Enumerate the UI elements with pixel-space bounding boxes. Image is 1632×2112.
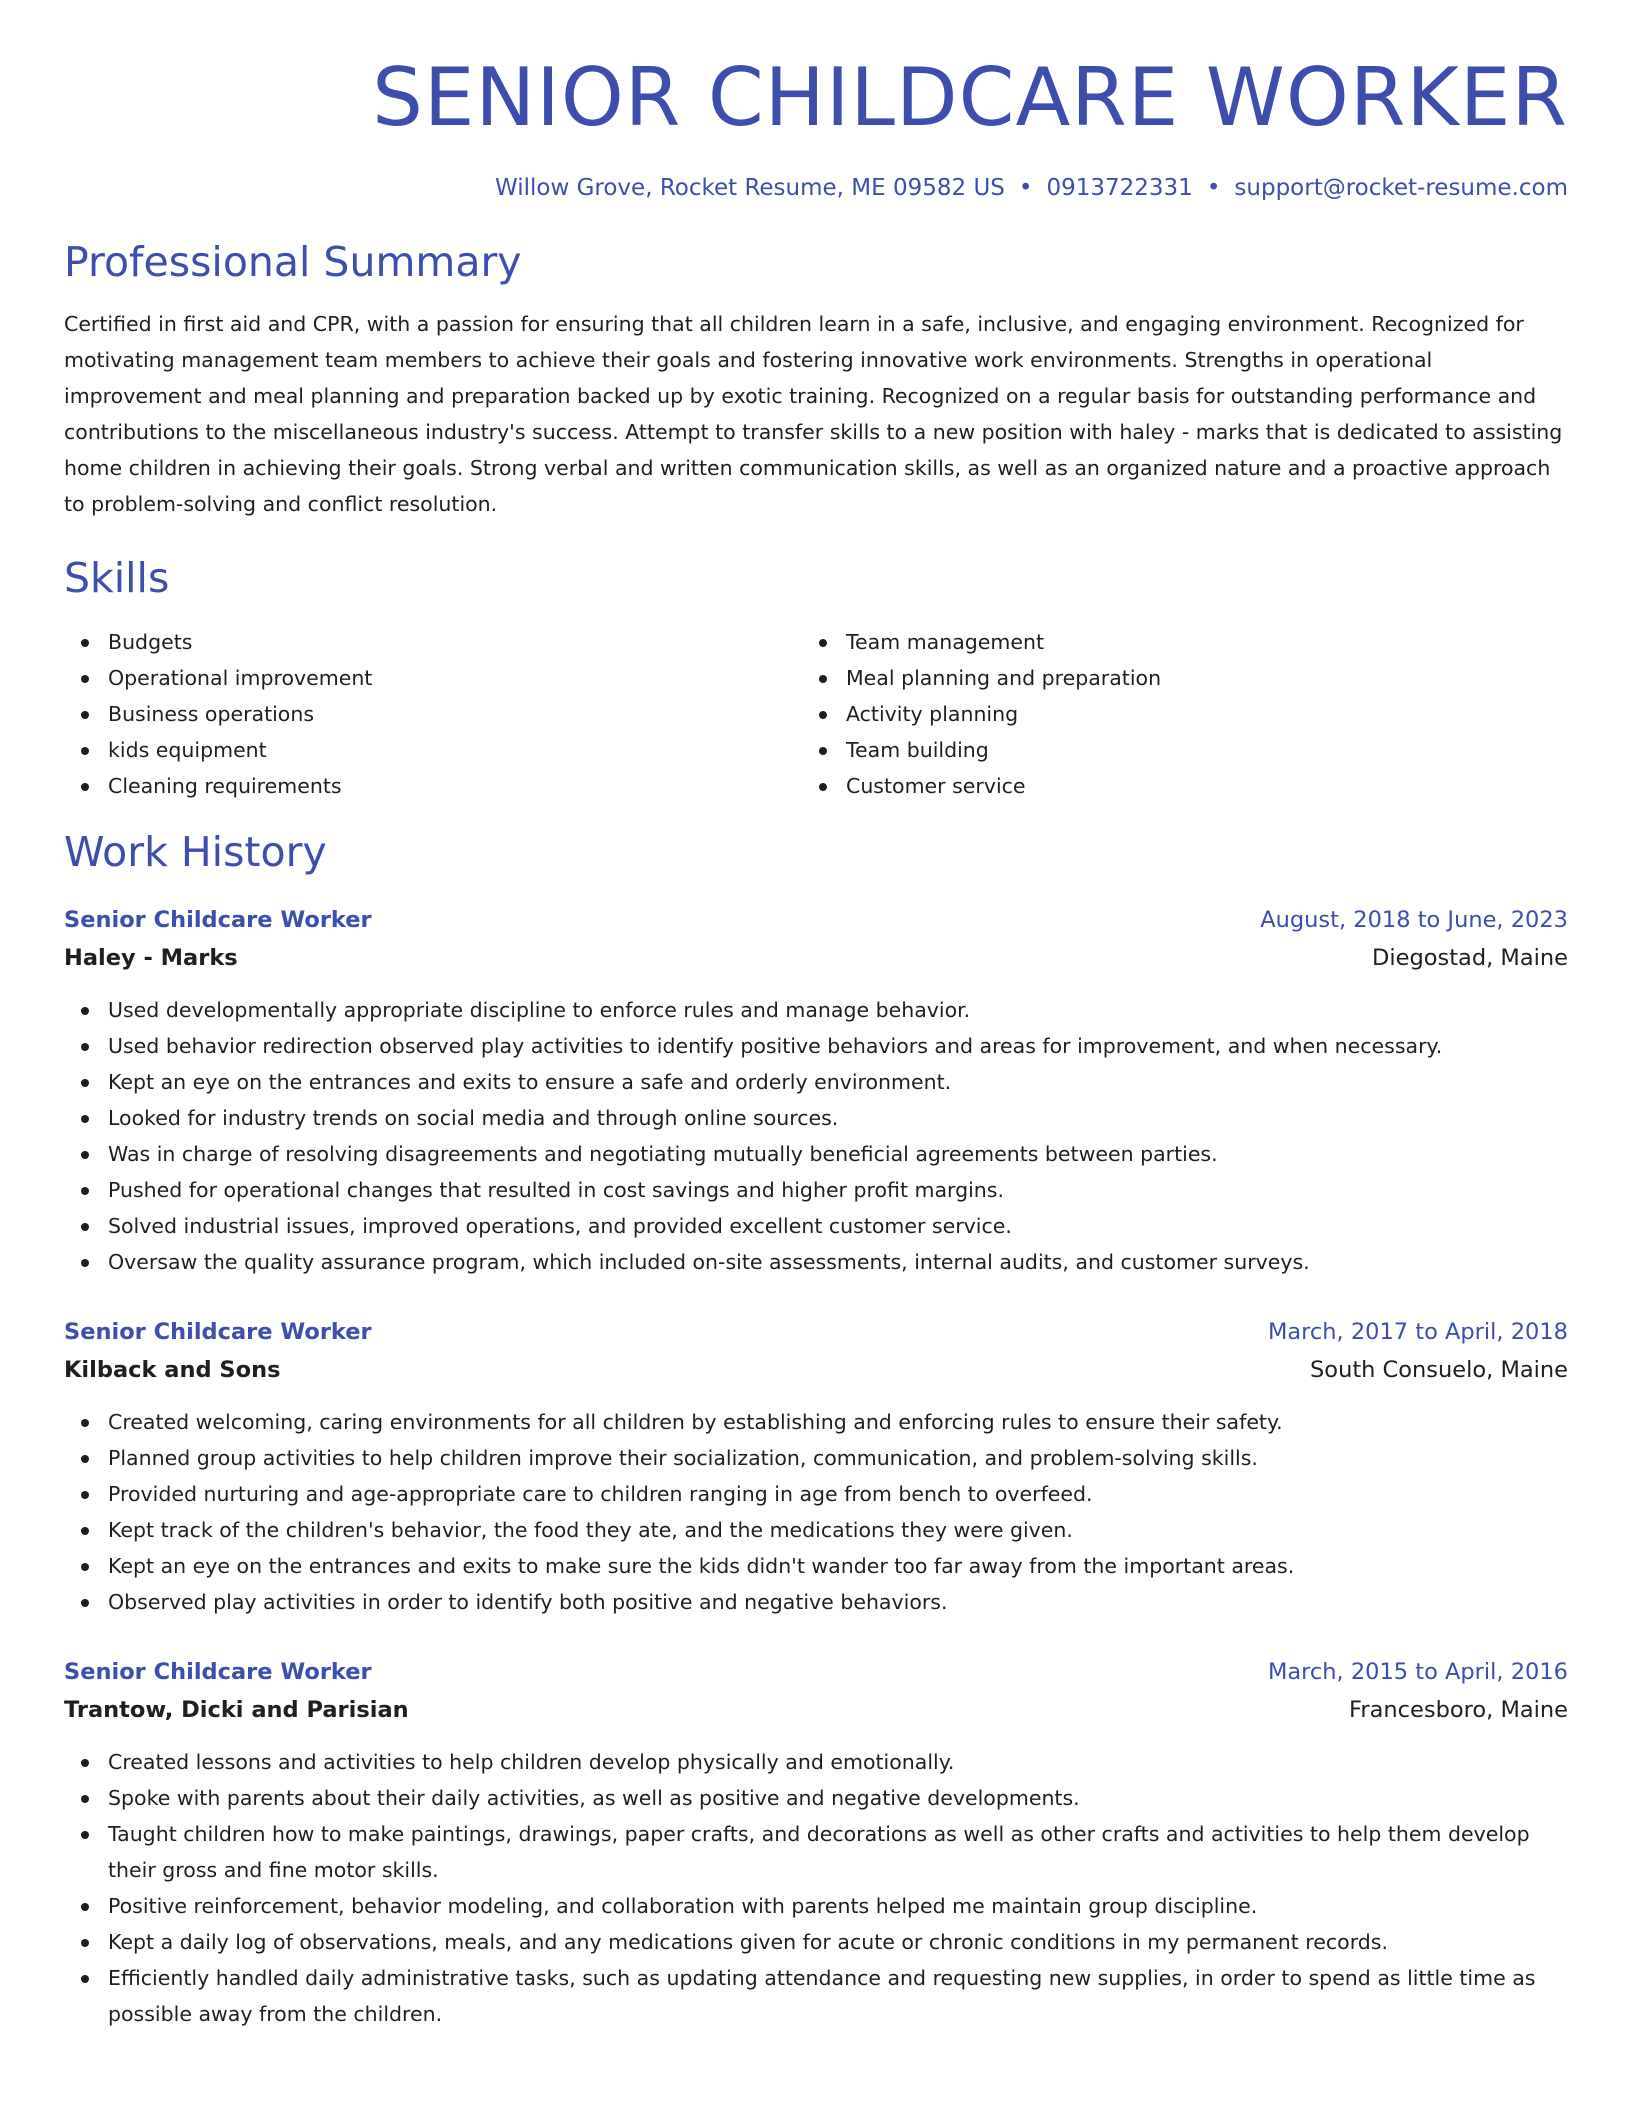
job-bullets — [64, 1744, 1568, 2032]
candidate-name: SENIOR CHILDCARE WORKER — [372, 51, 1568, 144]
contact-phone: 0913722331 — [1046, 175, 1193, 201]
job-header-row — [64, 902, 1568, 938]
summary-heading: Professional Summary — [64, 238, 522, 286]
job-bullet: Kept a daily log of observations, meals, and any medications given for acute or chronic conditions in my permanent records. — [64, 1924, 1568, 1960]
job-bullet: Positive reinforcement, behavior modeling, and collaboration with parents helped me maintain group discipline. — [64, 1888, 1568, 1924]
skills-column-left — [64, 624, 802, 804]
contact-separator: • — [1018, 175, 1033, 201]
job-bullet: Kept an eye on the entrances and exits to ensure a safe and orderly environment. — [64, 1064, 1568, 1100]
resume-header — [64, 48, 1568, 204]
job-bullet: Was in charge of resolving disagreements and negotiating mutually beneficial agreements between parties. — [64, 1136, 1568, 1172]
skills-column-right — [802, 624, 1540, 804]
job-entry — [64, 1314, 1568, 1620]
job-bullet: Solved industrial issues, improved operations, and provided excellent customer service. — [64, 1208, 1568, 1244]
job-bullet: Oversaw the quality assurance program, which included on-site assessments, internal audits, and customer surveys. — [64, 1244, 1568, 1280]
skill-item: Cleaning requirements — [64, 768, 802, 804]
job-bullet: Observed play activities in order to identify both positive and negative behaviors. — [64, 1584, 1568, 1620]
job-bullet: Used developmentally appropriate discipline to enforce rules and manage behavior. — [64, 992, 1568, 1028]
job-employer-row — [64, 1690, 1568, 1730]
contact-line — [64, 172, 1568, 204]
job-bullet: Kept an eye on the entrances and exits to make sure the kids didn't wander too far away from the important areas. — [64, 1548, 1568, 1584]
job-title: Senior Childcare Worker — [64, 1319, 372, 1345]
job-dates: March, 2017 to April, 2018 — [1267, 1319, 1568, 1345]
skill-item: Business operations — [64, 696, 802, 732]
job-bullet: Used behavior redirection observed play activities to identify positive behaviors and areas for improvement, and when necessary. — [64, 1028, 1568, 1064]
job-employer: Trantow, Dicki and Parisian — [64, 1697, 409, 1723]
job-entry — [64, 1654, 1568, 2032]
job-location: South Consuelo, Maine — [1310, 1357, 1568, 1383]
job-header-row — [64, 1654, 1568, 1690]
job-title: Senior Childcare Worker — [64, 1659, 372, 1685]
job-bullet: Provided nurturing and age-appropriate care to children ranging in age from bench to overfeed. — [64, 1476, 1568, 1512]
skill-item: Budgets — [64, 624, 802, 660]
contact-address: Willow Grove, Rocket Resume, ME 09582 US — [494, 175, 1005, 201]
job-employer-row — [64, 1350, 1568, 1390]
job-employer: Kilback and Sons — [64, 1357, 281, 1383]
job-bullet: Efficiently handled daily administrative tasks, such as updating attendance and requesting new supplies, in order to spend as little time as possible away from the children. — [64, 1960, 1568, 2032]
skill-item: kids equipment — [64, 732, 802, 768]
job-dates: August, 2018 to June, 2023 — [1260, 907, 1568, 933]
contact-email[interactable]: support@rocket-resume.com — [1234, 175, 1568, 201]
job-bullet: Pushed for operational changes that resulted in cost savings and higher profit margins. — [64, 1172, 1568, 1208]
skills-heading: Skills — [64, 554, 170, 602]
job-title: Senior Childcare Worker — [64, 907, 372, 933]
work-history-heading: Work History — [64, 828, 327, 876]
skill-item: Customer service — [802, 768, 1540, 804]
skill-item: Team management — [802, 624, 1540, 660]
skill-item: Meal planning and preparation — [802, 660, 1540, 696]
job-dates: March, 2015 to April, 2016 — [1267, 1659, 1568, 1685]
job-employer: Haley - Marks — [64, 945, 238, 971]
summary-text: Certified in first aid and CPR, with a passion for ensuring that all children learn in a safe, inclusive, and engaging environment. Recognized for motivating management team members to achieve their goals and fostering innovative work environments. Strengths in operational improvement and meal planning and preparation backed up by exotic training. Recognized on a regular basis for outstanding performance and contributions to the miscellaneous industry's success. Attempt to transfer skills to a new position with haley - marks that is dedicated to assisting home children in achieving their goals. Strong verbal and written communication skills, as well as an organized nature and a proactive approach to problem-solving and conflict resolution. — [64, 312, 1563, 516]
skill-item: Operational improvement — [64, 660, 802, 696]
job-bullets — [64, 1404, 1568, 1620]
skill-item: Team building — [802, 732, 1540, 768]
skills-list — [64, 624, 1568, 804]
job-bullet: Taught children how to make paintings, drawings, paper crafts, and decorations as well as other crafts and activities to help them develop their gross and fine motor skills. — [64, 1816, 1568, 1888]
job-bullet: Planned group activities to help children improve their socialization, communication, and problem-solving skills. — [64, 1440, 1568, 1476]
job-bullet: Looked for industry trends on social media and through online sources. — [64, 1100, 1568, 1136]
skill-item: Activity planning — [802, 696, 1540, 732]
job-location: Diegostad, Maine — [1372, 945, 1568, 971]
contact-separator: • — [1206, 175, 1221, 201]
job-bullet: Kept track of the children's behavior, the food they ate, and the medications they were given. — [64, 1512, 1568, 1548]
job-bullet: Created welcoming, caring environments for all children by establishing and enforcing rules to ensure their safety. — [64, 1404, 1568, 1440]
job-location: Francesboro, Maine — [1349, 1697, 1568, 1723]
job-entry — [64, 902, 1568, 1280]
job-employer-row — [64, 938, 1568, 978]
job-bullets — [64, 992, 1568, 1280]
job-header-row — [64, 1314, 1568, 1350]
job-bullet: Created lessons and activities to help children develop physically and emotionally. — [64, 1744, 1568, 1780]
job-bullet: Spoke with parents about their daily activities, as well as positive and negative developments. — [64, 1780, 1568, 1816]
